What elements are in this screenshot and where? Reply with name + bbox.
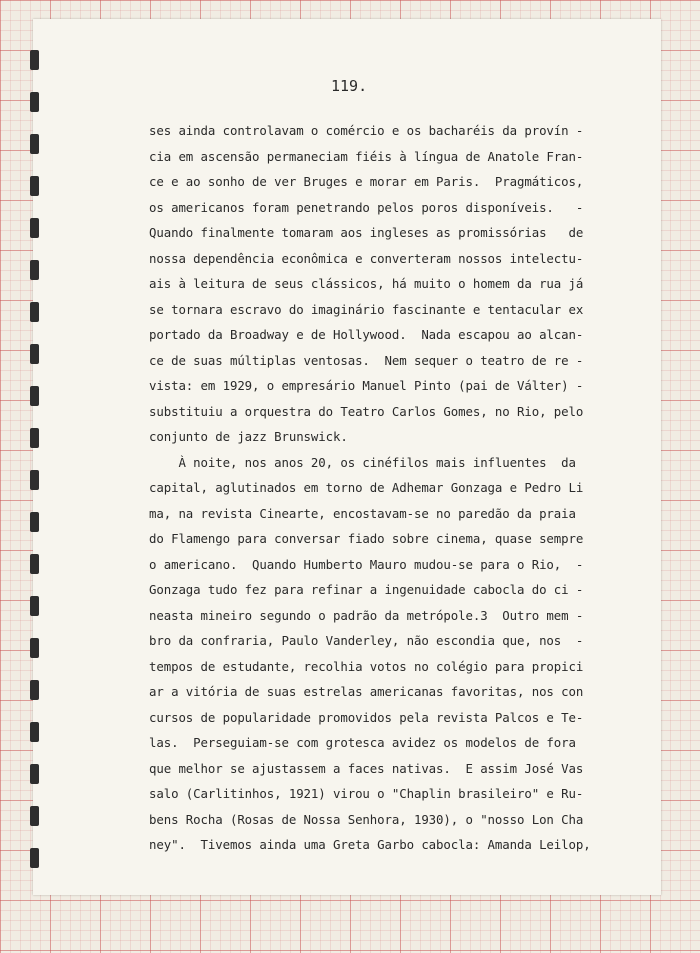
text-line: ney". Tivemos ainda uma Greta Garbo cabocla: Amanda Leilop, [149,837,591,852]
text-line: las. Perseguiam-se com grotesca avidez os modelos de fora [149,735,576,750]
binding-hole [30,680,39,700]
binding-hole [30,50,39,70]
binding-hole [30,92,39,112]
body-text [149,118,619,858]
binding-hole [30,260,39,280]
binding-hole [30,344,39,364]
text-line: À noite, nos anos 20, os cinéfilos mais influentes da [149,454,576,470]
binding-hole [30,470,39,490]
typewritten-page [33,19,661,895]
text-line: bens Rocha (Rosas de Nossa Senhora, 1930), o "nosso Lon Cha [149,811,584,827]
text-line: ais à leitura de seus clássicos, há muito o homem da rua já [149,276,584,291]
binding-hole [30,806,39,826]
binding-hole [30,722,39,742]
text-line: ar a vitória de suas estrelas americanas favoritas, nos con [149,684,584,699]
text-line: nossa dependência econômica e converteram nossos intelectu- [149,250,584,266]
binding-hole [30,134,39,154]
binding-hole [30,638,39,658]
paragraph-2 [149,450,619,858]
text-line: substituiu a orquestra do Teatro Carlos Gomes, no Rio, pelo [149,403,584,419]
binding-hole [30,386,39,406]
text-line: que melhor se ajustassem a faces nativas. E assim José Vas [149,760,584,776]
binding-hole [30,302,39,322]
text-line: cursos de popularidade promovidos pela revista Palcos e Te- [149,709,584,725]
text-line: ce e ao sonho de ver Bruges e morar em Paris. Pragmáticos, [149,174,584,189]
text-line: se tornara escravo do imaginário fascinante e tentacular ex [149,301,584,317]
binding-hole [30,176,39,196]
text-line: ses ainda controlavam o comércio e os bacharéis da provín - [149,123,584,138]
text-line: cia em ascensão permaneciam fiéis à língua de Anatole Fran- [149,148,584,164]
binding-hole [30,428,39,448]
text-line: conjunto de jazz Brunswick. [149,429,348,444]
text-line: Quando finalmente tomaram aos ingleses as promissórias de [149,225,584,240]
text-line: os americanos foram penetrando pelos poros disponíveis. - [149,199,584,215]
text-line: ma, na revista Cinearte, encostavam-se no paredão da praia [149,505,576,521]
text-line: salo (Carlitinhos, 1921) virou o "Chaplin brasileiro" e Ru- [149,786,584,801]
text-line: portado da Broadway e de Hollywood. Nada escapou ao alcan- [149,327,584,342]
text-line: do Flamengo para conversar fiado sobre cinema, quase sempre [149,531,584,546]
binding-hole [30,848,39,868]
text-line: bro da confraria, Paulo Vanderley, não escondia que, nos - [149,633,584,648]
binding-hole [30,764,39,784]
text-line: ce de suas múltiplas ventosas. Nem sequer o teatro de re - [149,352,584,368]
binding-holes [30,40,42,890]
page-number: 119. [331,77,368,95]
text-line: o americano. Quando Humberto Mauro mudou-se para o Rio, - [149,556,584,572]
binding-hole [30,554,39,574]
binding-hole [30,512,39,532]
text-line: Gonzaga tudo fez para refinar a ingenuidade cabocla do ci - [149,582,584,597]
text-line: tempos de estudante, recolhia votos no colégio para propici [149,658,584,674]
text-line: vista: em 1929, o empresário Manuel Pinto (pai de Válter) - [149,378,584,393]
binding-hole [30,596,39,616]
paragraph-1 [149,118,619,450]
text-line: neasta mineiro segundo o padrão da metrópole.3 Outro mem - [149,607,584,623]
binding-hole [30,218,39,238]
text-line: capital, aglutinados em torno de Adhemar Gonzaga e Pedro Li [149,480,584,495]
